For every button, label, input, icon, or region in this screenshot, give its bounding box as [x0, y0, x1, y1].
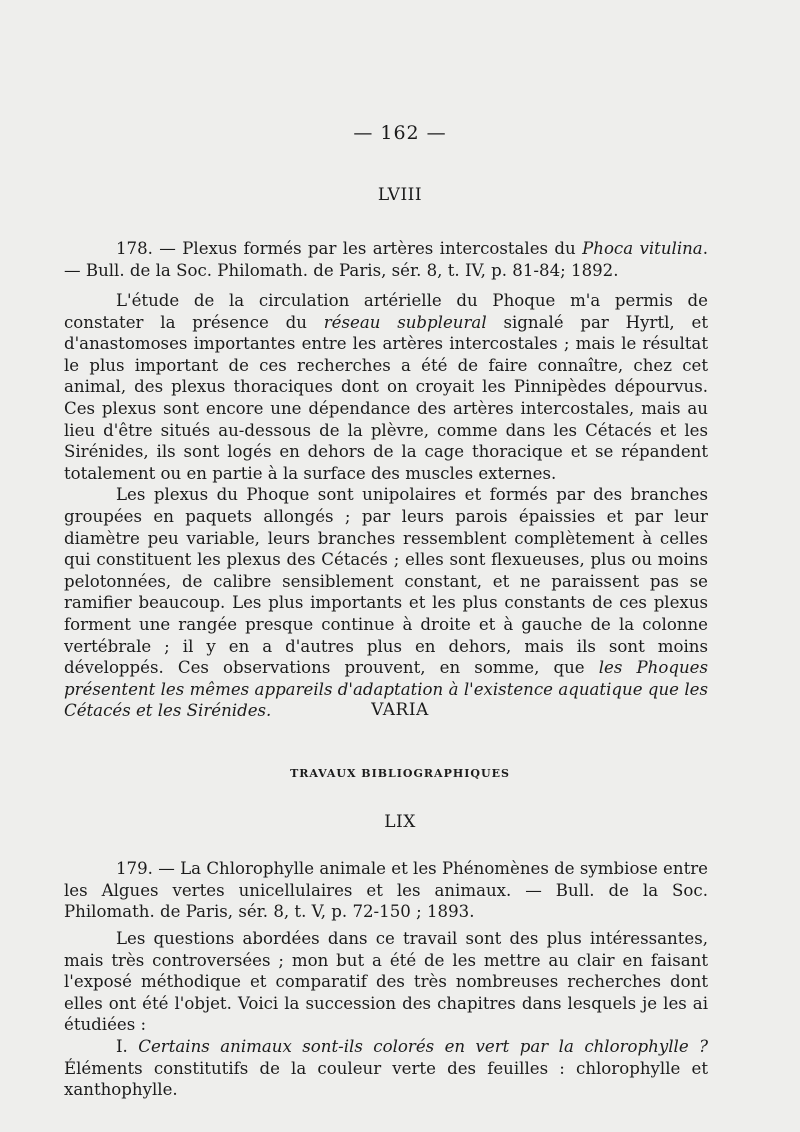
reference-text-end: . — Bull. de la Soc. Philomath. de Paris, sér. 8, t. IV, p. 81-84; 1892.: [64, 239, 708, 280]
subheading-travaux: TRAVAUX BIBLIOGRAPHIQUES: [290, 767, 510, 780]
paragraph-text: Les plexus du Phoque sont unipolaires et formés par des branches groupées en paquets allongés ; par leurs parois épaissies et par leur diamètre peu variable, leurs branches ressemblent complètement à celles qui constituent les plexus des Cétacés ; elles sont flexueuses, plus ou moins pelotonnées, de calibre sensiblement constant, et ne paraissent pas se ramifier beaucoup. Les plus importants et les plus constants de ces plexus forment une rangée presque continue à droite et à gauche de la colonne vertébrale ; il y en a d'autres plus en dehors, mais ils sont moins développés. Ces observations prouvent, en somme, que: [64, 485, 708, 678]
list-item-number: I.: [116, 1036, 139, 1056]
reference-text: — Plexus formés par les artères intercostales du: [152, 239, 583, 258]
section-heading-lix: LIX: [384, 812, 416, 832]
reference-species: Phoca vitulina: [582, 239, 703, 258]
page-number: — 162 —: [353, 122, 447, 144]
paragraph: Les questions abordées dans ce travail sont des plus intéressantes, mais très controversées ; mon but a été de les mettre au clair en faisant l'exposé méthodique et comparatif des très nombreuses recherches dont elles ont été l'objet. Voici la succession des chapitres dans lesquels je les ai étudiées :: [64, 929, 708, 1035]
paragraph: [64, 484, 708, 722]
paragraph: [64, 290, 708, 484]
reference-number: 178.: [116, 239, 153, 258]
section2-body: [64, 928, 708, 1101]
section-heading-lviii: LVIII: [377, 185, 423, 205]
list-item: [64, 1036, 708, 1101]
reference-text: — La Chlorophylle animale et les Phénomènes de symbiose entre les Algues vertes unicellulaires et les animaux. — Bull. de la Soc. Philomath. de Paris, sér. 8, t. V, p. 72-150 ; 1893.: [64, 859, 708, 922]
paragraph-text: L'étude de la circulation artérielle du Phoque m'a permis de constater la présence du: [64, 291, 708, 332]
list-item-italic: Certains animaux sont-ils colorés en vert par la chlorophylle ?: [138, 1036, 708, 1056]
paragraph-italic: réseau subpleural: [323, 312, 487, 332]
section-heading-varia: VARIA: [371, 700, 429, 720]
reference-178: [64, 238, 708, 281]
list-item-text: Éléments constitutifs de la couleur verte des feuilles : chlorophylle et xanthophylle.: [64, 1058, 708, 1100]
paragraph-italic: les Phoques présentent les mêmes appareils d'adaptation à l'existence aquatique que les Cétacés et les Sirénides.: [64, 658, 709, 721]
reference-179: [64, 858, 708, 923]
reference-number: 179.: [116, 859, 153, 878]
section1-body: [64, 290, 708, 722]
paragraph-text: signalé par Hyrtl, et d'anastomoses importantes entre les artères intercostales ; mais le résultat le plus important de ces recherches a été de faire connaître, chez cet animal, des plexus thoraciques dont on croyait les Pinnipèdes dépourvus. Ces plexus sont encore une dépendance des artères intercostales, mais au lieu d'être situés au-dessous de la plèvre, comme dans les Cétacés et les Sirénides, ils sont logés en dehors de la cage thoracique et se répandent totalement ou en partie à la surface des muscles externes.: [64, 312, 709, 483]
